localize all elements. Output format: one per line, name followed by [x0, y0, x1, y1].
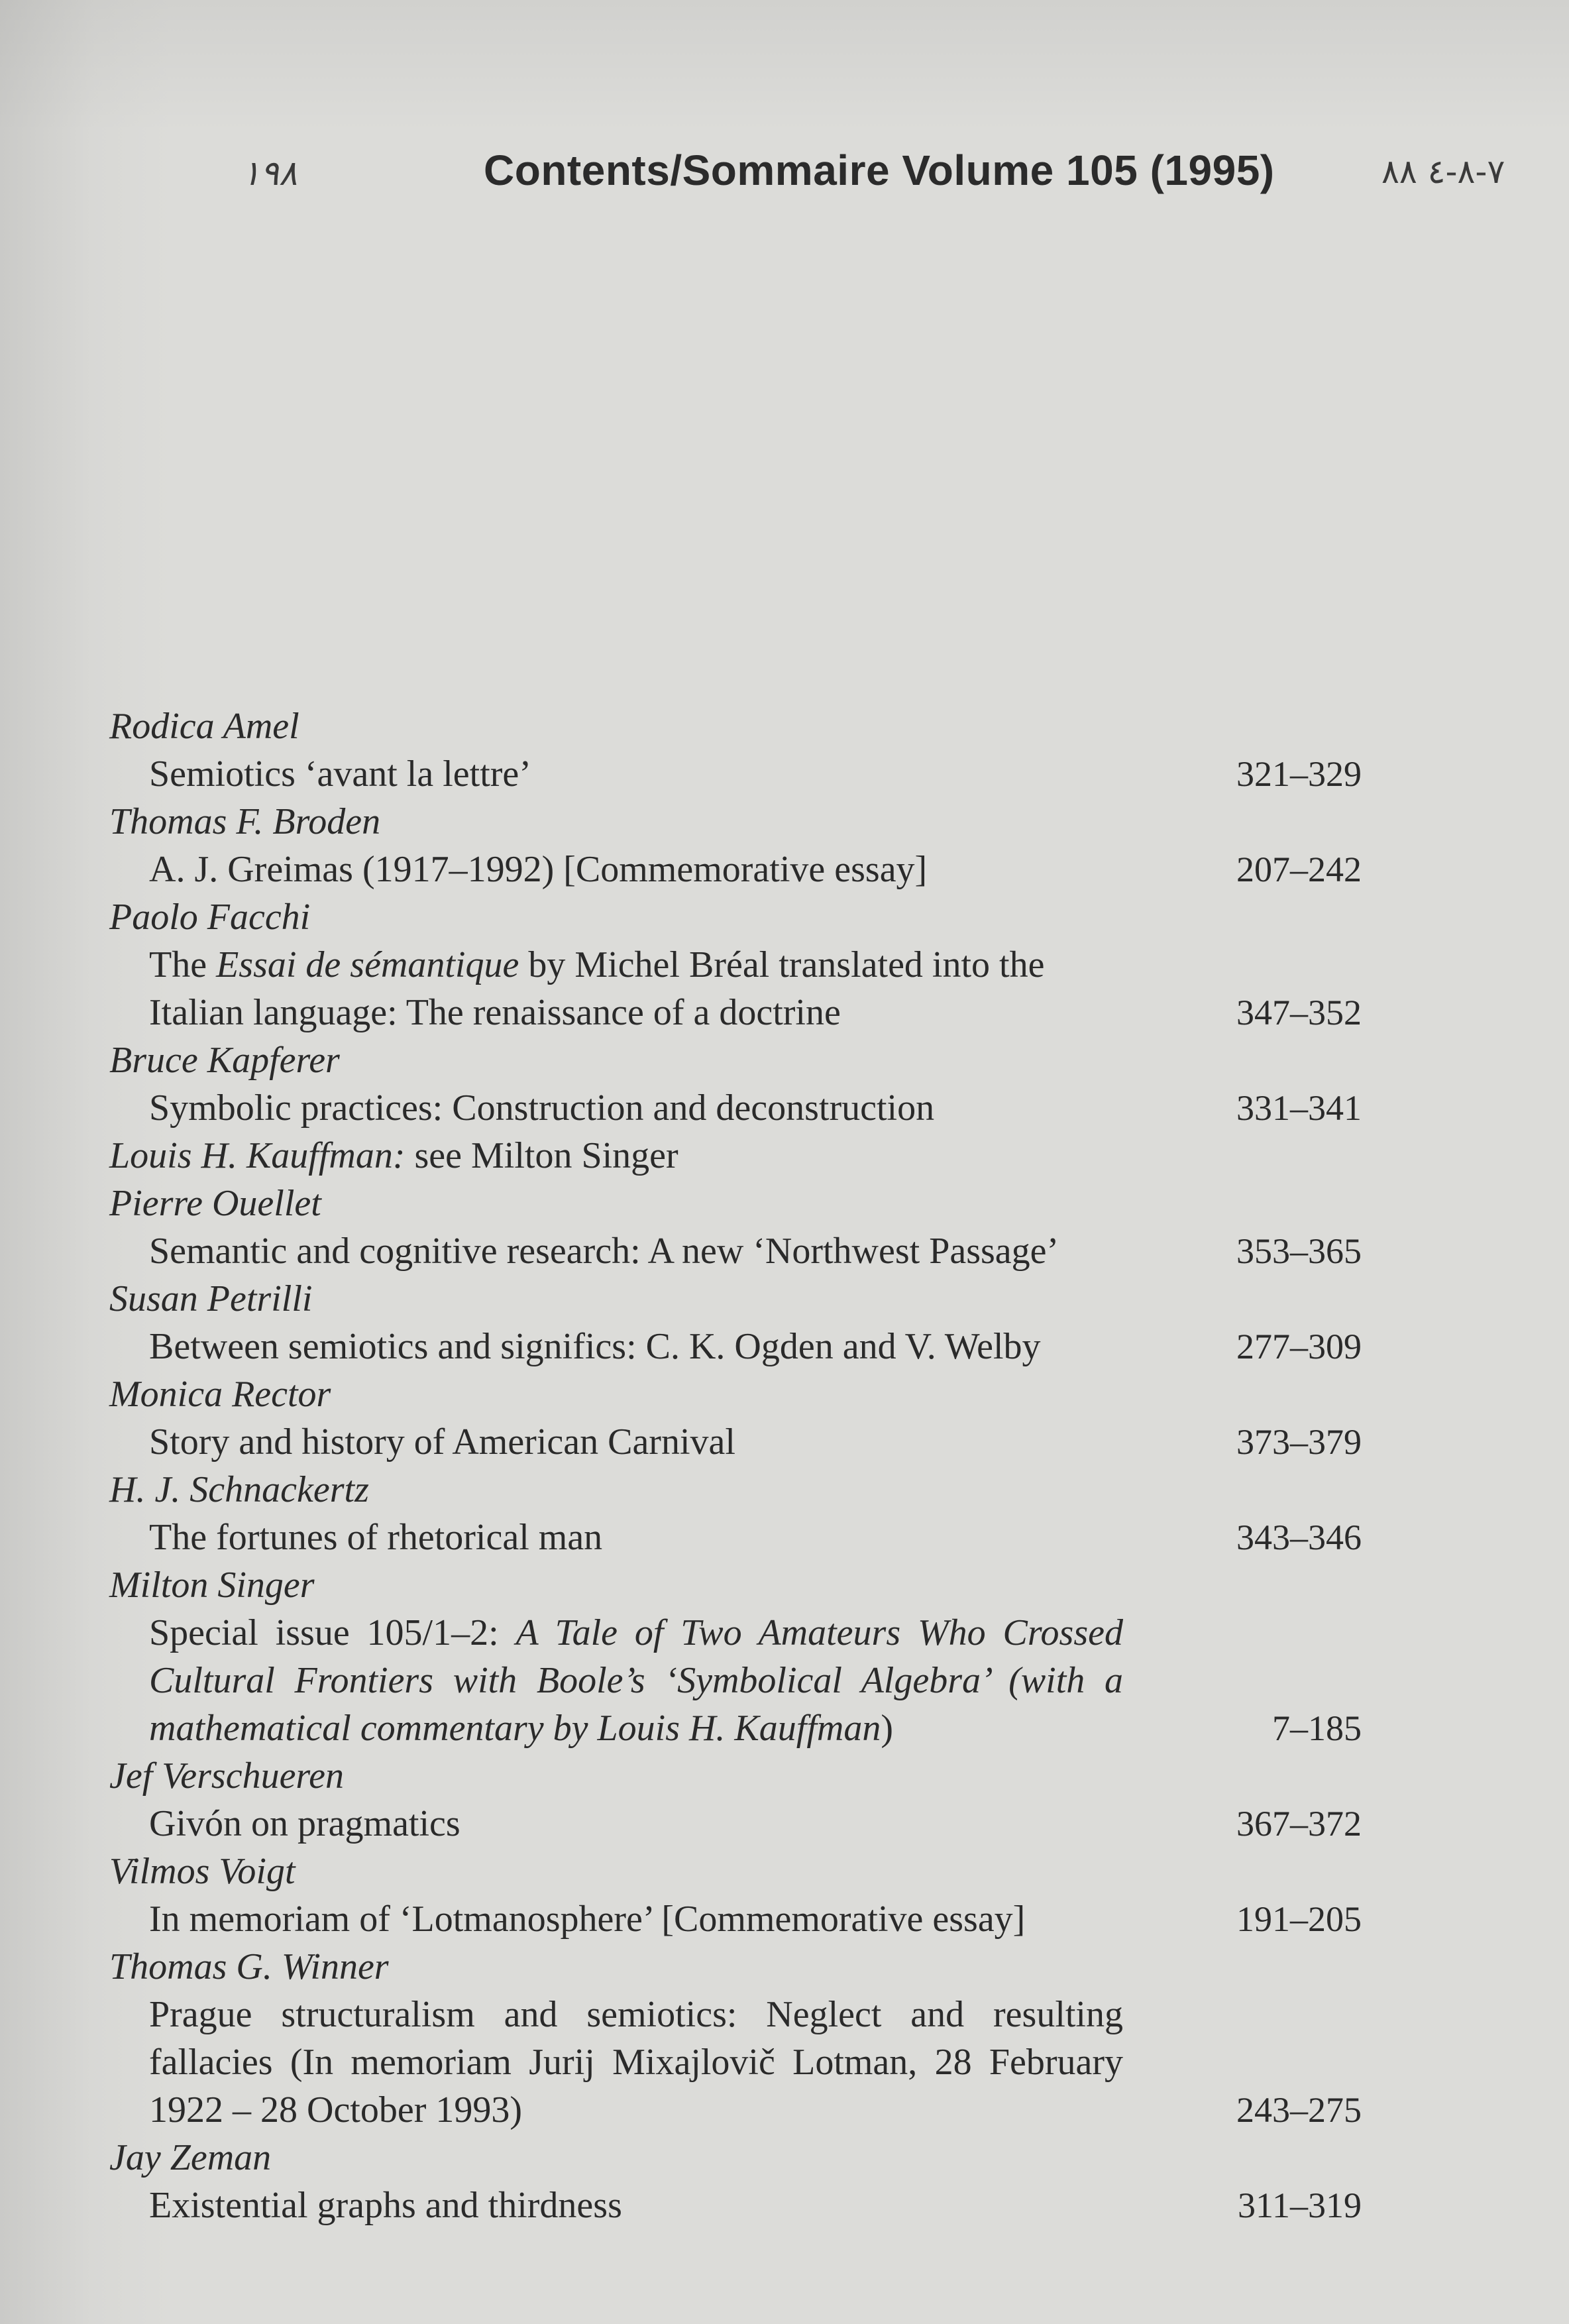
- entry-title: [109, 1609, 1123, 1752]
- entry-title: Between semiotics and significs: C. K. Ogden and V. Welby: [149, 1326, 1041, 1367]
- entry-title: In memoriam of ‘Lotmanosphere’ [Commemorative essay]: [149, 1899, 1026, 1940]
- entry-pages: 277–309: [1236, 1327, 1362, 1366]
- entry-work-row: [109, 2182, 1362, 2229]
- entry-author: Thomas G. Winner: [109, 1946, 389, 1987]
- entry-pages: 367–372: [1236, 1804, 1362, 1844]
- entry-pages: 7–185: [1272, 1708, 1362, 1748]
- toc-entry: [109, 1132, 1362, 1180]
- entry-title-pre: The: [149, 944, 217, 985]
- toc-entry: [109, 1180, 1362, 1275]
- toc-entry: [109, 893, 1362, 1036]
- entry-title: Semantic and cognitive research: A new ‘Northwest Passage’: [149, 1231, 1059, 1272]
- entry-author: Jef Verschueren: [109, 1755, 344, 1797]
- entry-title-italic: Essai de sémantique: [216, 944, 519, 985]
- entry-work-row: [109, 1323, 1362, 1370]
- page-header: [0, 133, 1569, 205]
- entry-title: The fortunes of rhetorical man: [149, 1517, 603, 1558]
- entry-pages: 321–329: [1236, 754, 1362, 794]
- entry-title-pre: Special issue 105/1–2:: [149, 1612, 516, 1653]
- entry-author: H. J. Schnackertz: [109, 1469, 369, 1510]
- entry-title-post: by Michel Bréal translated into the Italian language: The renaissance of a doctrine: [149, 944, 1045, 1033]
- entry-pages: 347–352: [1236, 993, 1362, 1032]
- entry-work-row: [109, 1895, 1362, 1943]
- entry-author: Bruce Kapferer: [109, 1040, 340, 1081]
- entry-work-row: [109, 1514, 1362, 1561]
- entry-work-row: [109, 1084, 1362, 1132]
- entry-title: A. J. Greimas (1917–1992) [Commemorative essay]: [149, 849, 928, 890]
- toc-entry: [109, 798, 1362, 893]
- entry-title: Symbolic practices: Construction and deconstruction: [149, 1087, 935, 1129]
- entry-pages: 343–346: [1236, 1518, 1362, 1557]
- toc-entry: [109, 1036, 1362, 1132]
- entry-pages: 243–275: [1236, 2090, 1362, 2130]
- entry-author: Paolo Facchi: [109, 897, 311, 938]
- entry-work-row: [109, 1609, 1362, 1752]
- toc-entry: [109, 1848, 1362, 1943]
- entry-pages: 331–341: [1236, 1088, 1362, 1128]
- toc-entry: [109, 1561, 1362, 1752]
- entry-title: Existential graphs and thirdness: [149, 2185, 622, 2226]
- toc-entry: [109, 2134, 1362, 2229]
- entry-title: Semiotics ‘avant la lettre’: [149, 753, 531, 795]
- toc-entry: [109, 1943, 1362, 2134]
- entry-pages: 373–379: [1236, 1422, 1362, 1462]
- toc-entry: [109, 1752, 1362, 1848]
- entry-pages: 311–319: [1238, 2186, 1362, 2225]
- entry-author: Pierre Ouellet: [109, 1183, 321, 1224]
- entry-title-post: ): [881, 1708, 893, 1749]
- entry-work-row: [109, 1800, 1362, 1848]
- entry-author: Louis H. Kauffman:: [109, 1135, 406, 1176]
- entry-title: [109, 941, 1123, 1036]
- toc-entry: [109, 1466, 1362, 1561]
- entry-author: Jay Zeman: [109, 2137, 272, 2178]
- entry-pages: 353–365: [1236, 1231, 1362, 1271]
- entry-author: Thomas F. Broden: [109, 801, 381, 842]
- handwritten-note-right: ٧-٨-٤ ٨٨: [1381, 152, 1505, 191]
- handwritten-note-left: ١٩٨: [242, 154, 298, 194]
- toc-entry: [109, 1275, 1362, 1370]
- entry-title-italic: A Tale of Two Amateurs Who Crossed Cultural Frontiers with Boole’s ‘Symbolical Algebra’ (with a mathematical commentary by Louis H. Kauffman: [149, 1612, 1123, 1749]
- entry-work-row: [109, 1418, 1362, 1466]
- page-title: Contents/Sommaire Volume 105 (1995): [484, 146, 1275, 194]
- entry-author: Rodica Amel: [109, 706, 299, 747]
- entry-title: Givón on pragmatics: [149, 1803, 460, 1844]
- entry-work-row: [109, 941, 1362, 1036]
- entry-work-row: [109, 846, 1362, 893]
- entry-title: Prague structuralism and semiotics: Neglect and resulting fallacies (In memoriam Jurij Mixajlovič Lotman, 28 February 1922 – 28 October 1993): [149, 1994, 1123, 2130]
- entry-title: Story and history of American Carnival: [149, 1421, 735, 1463]
- entry-author-crossref: [109, 1132, 1362, 1180]
- entry-pages: 207–242: [1236, 850, 1362, 889]
- toc-entry: [109, 702, 1362, 798]
- table-of-contents: [109, 702, 1362, 2229]
- entry-work-row: [109, 1227, 1362, 1275]
- toc-entry: [109, 1370, 1362, 1466]
- entry-author: Milton Singer: [109, 1565, 315, 1606]
- see-reference: see Milton Singer: [405, 1135, 678, 1176]
- entry-pages: 191–205: [1236, 1899, 1362, 1939]
- entry-author: Monica Rector: [109, 1374, 331, 1415]
- entry-work-row: [109, 750, 1362, 798]
- entry-author: Vilmos Voigt: [109, 1851, 296, 1892]
- entry-work-row: [109, 1991, 1362, 2134]
- entry-author: Susan Petrilli: [109, 1278, 313, 1319]
